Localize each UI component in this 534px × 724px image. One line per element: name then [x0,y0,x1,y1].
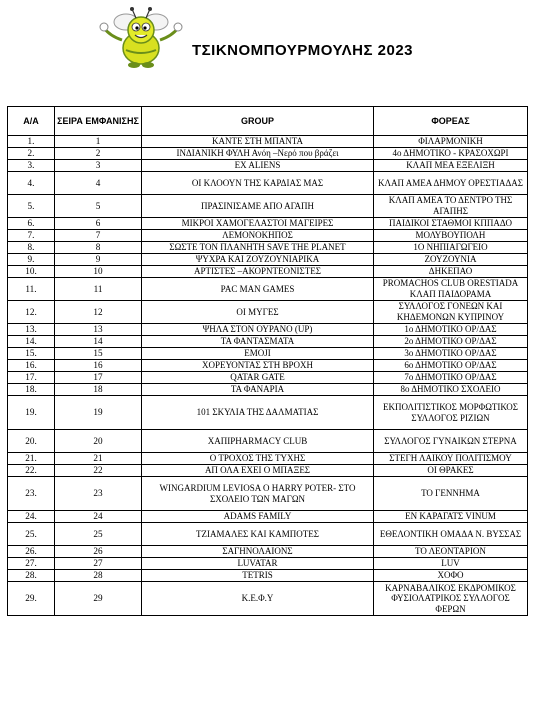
cell-aa: 3. [8,160,55,172]
cell-group: ΙΝΔΙΑΝΙΚΗ ΦΥΛΗ Ανόη –Νερό που βράζει [142,148,374,160]
table-row [8,254,528,266]
cell-foreas: LUV [374,558,528,570]
cell-aa: 6. [8,218,55,230]
cell-group: Κ.Ε.Φ.Υ [142,582,374,616]
table-row [8,570,528,582]
cell-group: ΧΟΡΕΥΟΝΤΑΣ ΣΤΗ ΒΡΟΧΗ [142,360,374,372]
cell-seira: 19 [55,396,142,430]
cell-aa: 21. [8,453,55,465]
table-row [8,266,528,278]
table-row [8,136,528,148]
cell-aa: 11. [8,278,55,301]
cell-foreas: ΚΛΑΠ ΜΕΑ ΕΞΕΛΙΞΗ [374,160,528,172]
cell-foreas: 7ο ΔΗΜΟΤΙΚΟ ΟΡ/ΔΑΣ [374,372,528,384]
cell-aa: 26. [8,546,55,558]
cell-foreas: 3ο ΔΗΜΟΤΙΚΟ ΟΡ/ΔΑΣ [374,348,528,360]
cell-foreas: PROMACHOS CLUB ORESTIADA ΚΛΑΠ ΠΑΙΔΟΡΑΜΑ [374,278,528,301]
cell-foreas: 4ο ΔΗΜΟΤΙΚΟ - ΚΡΑΣΟΧΩΡΙ [374,148,528,160]
cell-seira: 7 [55,230,142,242]
cell-group: ADAMS FAMILY [142,511,374,523]
cell-foreas: ΚΛΑΠ ΑΜΕΑ ΔΗΜΟΥ ΟΡΕΣΤΙΑΔΑΣ [374,172,528,195]
cell-foreas: 6ο ΔΗΜΟΤΙΚΟ ΟΡ/ΔΑΣ [374,360,528,372]
table-row [8,336,528,348]
cell-aa: 19. [8,396,55,430]
cell-foreas: 8ο ΔΗΜΟΤΙΚΟ ΣΧΟΛΕΙΟ [374,384,528,396]
cell-seira: 11 [55,278,142,301]
table-row [8,242,528,254]
cell-group: ΚΑΝΤΕ ΣΤΗ ΜΠΑΝΤΑ [142,136,374,148]
table-row [8,453,528,465]
cell-group: ΜΙΚΡΟΙ ΧΑΜΟΓΕΛΑΣΤΟΙ ΜΑΓΕΙΡΕΣ [142,218,374,230]
cell-aa: 14. [8,336,55,348]
table-header-row [8,107,528,136]
table-row [8,301,528,324]
table-row [8,546,528,558]
cell-seira: 13 [55,324,142,336]
cell-seira: 28 [55,570,142,582]
cell-foreas: 1Ο ΝΗΠΙΑΓΩΓΕΙΟ [374,242,528,254]
cell-group: ΧΑΠΙPHARMACY CLUB [142,430,374,453]
cell-foreas: ΧΟΦΟ [374,570,528,582]
cell-seira: 29 [55,582,142,616]
cell-aa: 13. [8,324,55,336]
cell-group: Ο ΤΡΟΧΟΣ ΤΗΣ ΤΥΧΗΣ [142,453,374,465]
cell-seira: 2 [55,148,142,160]
page-title: ΤΣΙΚΝΟΜΠΟΥΡΜΟΥΛΗΣ 2023 [192,42,414,59]
cell-foreas: ΖΟΥΖΟΥΝΙΑ [374,254,528,266]
cell-seira: 22 [55,465,142,477]
cell-aa: 18. [8,384,55,396]
cell-aa: 8. [8,242,55,254]
cell-group: ΣΑΓΗΝΟΛΑΙΟΝΣ [142,546,374,558]
cell-aa: 27. [8,558,55,570]
cell-foreas: ΣΥΛΛΟΓΟΣ ΓΟΝΕΩΝ ΚΑΙ ΚΗΔΕΜΟΝΩΝ ΚΥΠΡΙΝΟΥ [374,301,528,324]
cell-foreas: ΕΝ ΚΑΡΑΓΑΤΣ VINUM [374,511,528,523]
cell-seira: 25 [55,523,142,546]
cell-seira: 20 [55,430,142,453]
cell-aa: 17. [8,372,55,384]
cell-group: EMOJI [142,348,374,360]
cell-seira: 9 [55,254,142,266]
table-row [8,360,528,372]
cell-seira: 17 [55,372,142,384]
cell-group: ΤΑ ΦΑΝΤΑΣΜΑΤΑ [142,336,374,348]
table-row [8,582,528,616]
cell-aa: 9. [8,254,55,266]
cell-group: 101 ΣΚΥΛΙΑ ΤΗΣ ΔΑΛΜΑΤΙΑΣ [142,396,374,430]
cell-aa: 1. [8,136,55,148]
cell-group: ΠΡΑΣΙΝΙΣΑΜΕ ΑΠΟ ΑΓΑΠΗ [142,195,374,218]
cell-group: ΑΠ ΟΛΑ ΕΧΕΙ Ο ΜΠΑΞΕΣ [142,465,374,477]
cell-seira: 4 [55,172,142,195]
cell-aa: 22. [8,465,55,477]
cell-aa: 23. [8,477,55,511]
cell-group: ΨΥΧΡΑ ΚΑΙ ΖΟΥΖΟΥΝΙΑΡΙΚΑ [142,254,374,266]
table-row [8,230,528,242]
cell-foreas: ΟΙ ΘΡΑΚΕΣ [374,465,528,477]
cell-group: ΤΑ ΦΑΝΑΡΙΑ [142,384,374,396]
column-header-aa: Α/Α [8,107,55,136]
cell-aa: 5. [8,195,55,218]
cell-seira: 15 [55,348,142,360]
cell-aa: 24. [8,511,55,523]
cell-seira: 23 [55,477,142,511]
cell-seira: 26 [55,546,142,558]
cell-seira: 14 [55,336,142,348]
table-row [8,348,528,360]
cell-seira: 3 [55,160,142,172]
cell-aa: 28. [8,570,55,582]
cell-group: ΨΗΛΑ ΣΤΟΝ ΟΥΡΑΝΟ (UP) [142,324,374,336]
cell-group: LUVATAR [142,558,374,570]
cell-group: QATAR GATE [142,372,374,384]
bee-mascot-icon [96,6,186,70]
column-header-group: GROUP [142,107,374,136]
cell-aa: 25. [8,523,55,546]
cell-seira: 1 [55,136,142,148]
cell-group: ΣΩΣΤΕ ΤΟΝ ΠΛΑΝΗΤΗ SAVE THE PLANET [142,242,374,254]
cell-group: ΤΖΙΑΜΑΛΕΣ ΚΑΙ ΚΑΜΠΟΤΕΣ [142,523,374,546]
cell-foreas: ΤΟ ΛΕΟΝΤΑΡΙΟΝ [374,546,528,558]
table-row [8,523,528,546]
cell-seira: 12 [55,301,142,324]
table-row [8,324,528,336]
table-row [8,372,528,384]
cell-group: ΛΕΜΟΝΟΚΗΠΟΣ [142,230,374,242]
cell-aa: 7. [8,230,55,242]
table-row [8,558,528,570]
table-row [8,172,528,195]
table-row [8,148,528,160]
cell-foreas: ΕΚΠΟΛΙΤΙΣΤΙΚΟΣ ΜΟΡΦΩΤΙΚΟΣ ΣΥΛΛΟΓΟΣ ΡΙΖΙΩΝ [374,396,528,430]
table-row [8,195,528,218]
cell-aa: 15. [8,348,55,360]
table-row [8,160,528,172]
cell-aa: 10. [8,266,55,278]
cell-foreas: ΕΘΕΛΟΝΤΙΚΗ ΟΜΑΔΑ Ν. ΒΥΣΣΑΣ [374,523,528,546]
cell-foreas: ΣΤΕΓΗ ΛΑΙΚΟΥ ΠΟΛΙΤΙΣΜΟΥ [374,453,528,465]
cell-seira: 10 [55,266,142,278]
cell-seira: 8 [55,242,142,254]
table-row [8,396,528,430]
cell-seira: 24 [55,511,142,523]
table-row [8,384,528,396]
cell-foreas: ΚΛΑΠ ΑΜΕΑ ΤΟ ΔΕΝΤΡΟ ΤΗΣ ΑΓΑΠΗΣ [374,195,528,218]
table-row [8,465,528,477]
cell-seira: 21 [55,453,142,465]
table-row [8,477,528,511]
cell-group: WINGARDIUM LEVIOSA Ο HARRY POTER- ΣΤΟ ΣΧΟΛΕΙΟ ΤΩΝ ΜΑΓΩΝ [142,477,374,511]
cell-aa: 12. [8,301,55,324]
table-row [8,278,528,301]
cell-aa: 29. [8,582,55,616]
cell-aa: 16. [8,360,55,372]
cell-seira: 27 [55,558,142,570]
column-header-seira: ΣΕΙΡΑ ΕΜΦΑΝΙΣΗΣ [55,107,142,136]
cell-group: TETRIS [142,570,374,582]
cell-seira: 18 [55,384,142,396]
cell-seira: 5 [55,195,142,218]
cell-aa: 2. [8,148,55,160]
table-row [8,511,528,523]
cell-foreas: ΔΗΚΕΠΑΟ [374,266,528,278]
cell-foreas: ΚΑΡΝΑΒΑΛΙΚΟΣ ΕΚΔΡΟΜΙΚΟΣ ΦΥΣΙΟΛΑΤΡΙΚΟΣ ΣΥΛΛΟΓΟΣ ΦΕΡΩΝ [374,582,528,616]
cell-foreas: ΣΥΛΛΟΓΟΣ ΓΥΝΑΙΚΩΝ ΣΤΕΡΝΑ [374,430,528,453]
table-row [8,430,528,453]
schedule-table [7,106,528,616]
cell-seira: 6 [55,218,142,230]
column-header-foreas: ΦΟΡΕΑΣ [374,107,528,136]
cell-group: ΑΡΤΙΣΤΕΣ –ΑΚΟΡΝΤΕΟΝΙΣΤΕΣ [142,266,374,278]
cell-aa: 20. [8,430,55,453]
cell-group: EX ALIENS [142,160,374,172]
cell-group: ΟΙ ΚΛΟΟΥΝ ΤΗΣ ΚΑΡΔΙΑΣ ΜΑΣ [142,172,374,195]
cell-foreas: ΜΟΛΥΒΟΥΠΟΛΗ [374,230,528,242]
cell-foreas: 2ο ΔΗΜΟΤΙΚΟ ΟΡ/ΔΑΣ [374,336,528,348]
cell-foreas: ΦΙΛΑΡΜΟΝΙΚΗ [374,136,528,148]
cell-foreas: 1ο ΔΗΜΟΤΙΚΟ ΟΡ/ΔΑΣ [374,324,528,336]
cell-aa: 4. [8,172,55,195]
cell-group: PAC MAN GAMES [142,278,374,301]
cell-group: ΟΙ ΜΥΓΕΣ [142,301,374,324]
cell-seira: 16 [55,360,142,372]
cell-foreas: ΤΟ ΓΕΝΝΗΜΑ [374,477,528,511]
cell-foreas: ΠΑΙΔΙΚΟΙ ΣΤΑΘΜΟΙ ΚΠΠΑΔΟ [374,218,528,230]
table-row [8,218,528,230]
